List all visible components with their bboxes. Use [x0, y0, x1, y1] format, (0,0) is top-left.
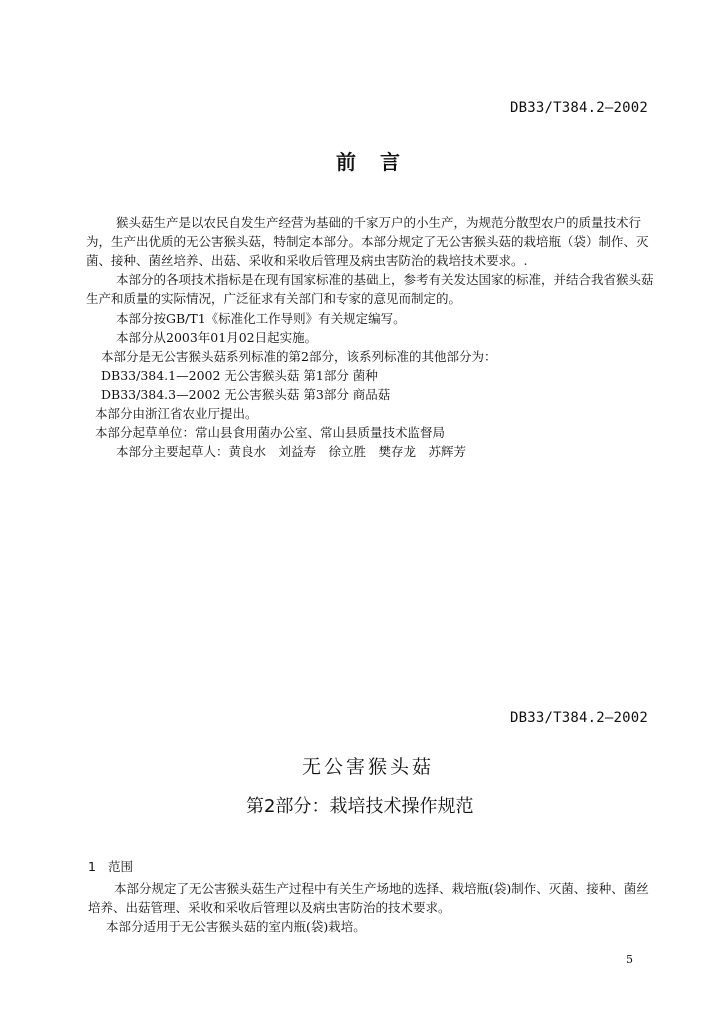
foreword-paragraph-8: 本部分由浙江省农业厅提出。: [95, 406, 258, 421]
foreword-paragraph-3: 本部分按GB/T1《标准化工作导则》有关规定编写。: [116, 311, 406, 326]
document-title: 无公害猴头菇: [302, 756, 435, 778]
foreword-paragraph-4: 本部分从2003年01月02日起实施。: [116, 330, 318, 345]
foreword-paragraph-9: 本部分起草单位：常山县食用菌办公室、常山县质量技术监督局: [95, 425, 446, 440]
foreword-paragraph-10: 本部分主要起草人：黄良水 刘益寿 徐立胜 樊存龙 苏辉芳: [116, 444, 467, 459]
foreword-title: 前 言: [336, 150, 402, 174]
foreword-paragraph-5: 本部分是无公害猴头菇系列标准的第2部分，该系列标准的其他部分为：: [101, 349, 497, 364]
page-number: 5: [626, 953, 633, 966]
section-number: 1: [88, 859, 96, 874]
standard-code-header: DB33/T384.2—2002: [510, 100, 649, 116]
section-title: 范围: [107, 859, 133, 874]
standard-code-header-2: DB33/T384.2—2002: [510, 710, 649, 726]
section-paragraph-2: 本部分适用于无公害猴头菇的室内瓶(袋)栽培。: [106, 919, 366, 934]
document-subtitle: 第2部分：栽培技术操作规范: [246, 796, 474, 817]
foreword-paragraph-1: 猴头菇生产是以农民自发生产经营为基础的千家万户的小生产，为规范分散型农户的质量技术行为，生产出优质的无公害猴头菇，特制定本部分。本部分规定了无公害猴头菇的栽培瓶（袋）制作、灭菌、接种、菌丝培养、出菇、采收和采收后管理及病虫害防治的栽培技术要求。.: [86, 215, 649, 268]
section-heading: [88, 857, 133, 876]
foreword-paragraph-6: DB33/384.1—2002 无公害猴头菇 第1部分 菌种: [101, 368, 378, 383]
section-paragraph-1: 本部分规定了无公害猴头菇生产过程中有关生产场地的选择、栽培瓶(袋)制作、灭菌、接种、菌丝培养、出菇管理、采收和采收后管理以及病虫害防治的技术要求。: [88, 881, 649, 915]
foreword-paragraph-7: DB33/384.3—2002 无公害猴头菇 第3部分 商品菇: [101, 387, 391, 402]
foreword-paragraph-2: 本部分的各项技术指标是在现有国家标准的基础上，参考有关发达国家的标准，并结合我省猴头菇生产和质量的实际情况，广泛征求有关部门和专家的意见而制定的。: [86, 272, 654, 306]
